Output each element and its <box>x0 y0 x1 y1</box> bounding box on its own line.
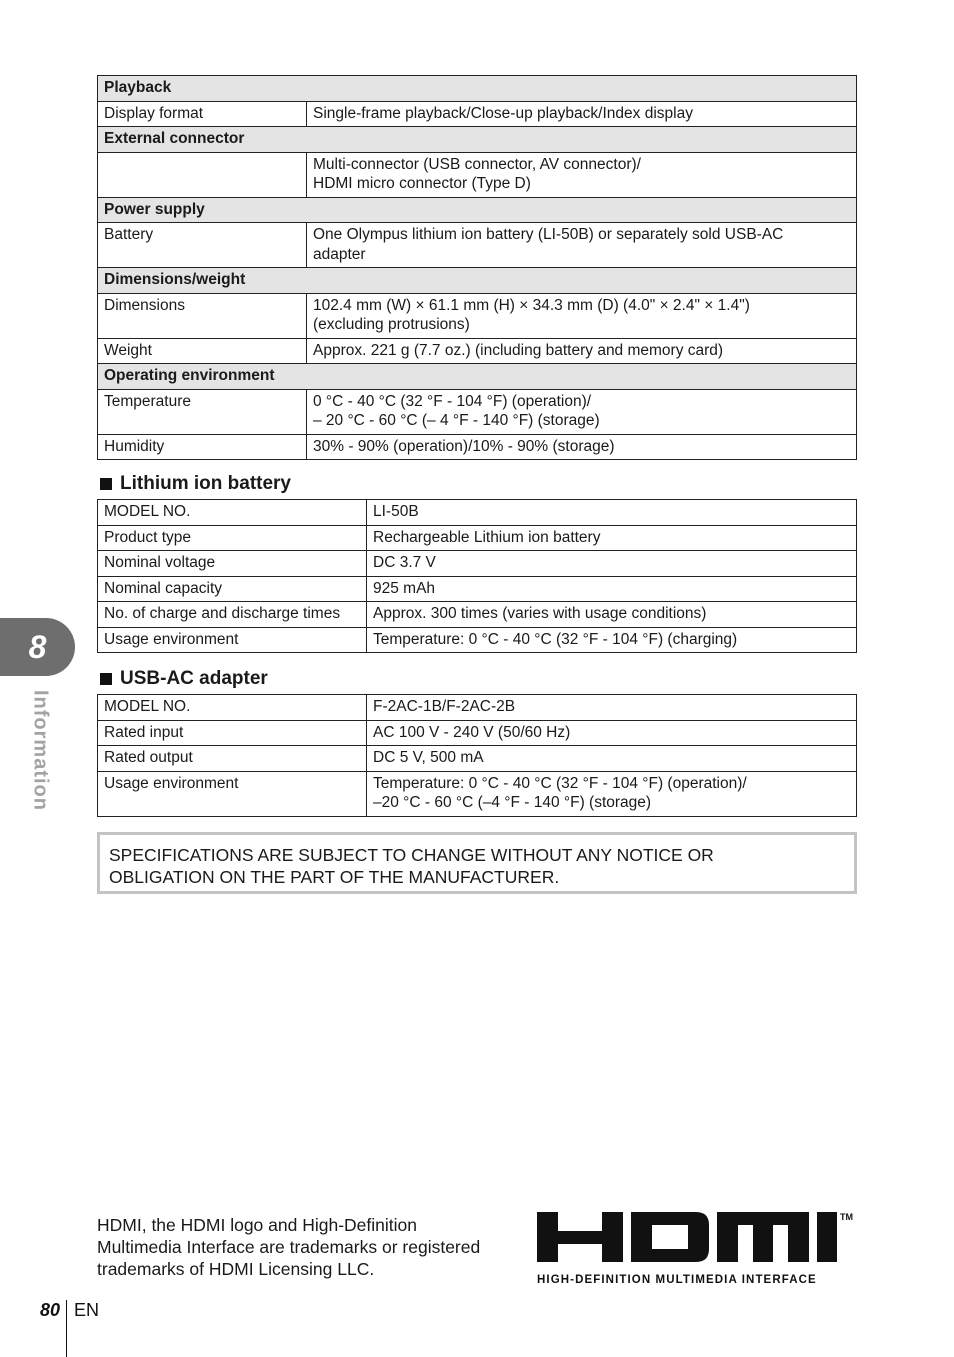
row-value: AC 100 V - 240 V (50/60 Hz) <box>367 720 857 746</box>
section-title-playback: Playback <box>98 76 857 102</box>
table-row <box>98 551 857 577</box>
chapter-label: Information <box>29 690 52 811</box>
table-row <box>98 101 857 127</box>
table-row <box>98 293 857 338</box>
row-label: Rated input <box>98 720 367 746</box>
table-row <box>98 338 857 364</box>
battery-table <box>97 499 857 653</box>
row-label: Battery <box>98 223 307 268</box>
table-row <box>98 771 857 816</box>
square-bullet-icon <box>100 673 112 685</box>
row-label: Nominal voltage <box>98 551 367 577</box>
table-row <box>98 500 857 526</box>
adapter-heading <box>100 668 268 690</box>
table-row <box>98 720 857 746</box>
trademark-symbol: TM <box>840 1212 853 1222</box>
row-label <box>98 152 307 197</box>
table-row <box>98 576 857 602</box>
value-line: HDMI micro connector (Type D) <box>313 175 531 192</box>
section-row <box>98 197 857 223</box>
section-row <box>98 127 857 153</box>
row-value: DC 5 V, 500 mA <box>367 746 857 772</box>
row-label: MODEL NO. <box>98 500 367 526</box>
row-label: Nominal capacity <box>98 576 367 602</box>
row-label: Usage environment <box>98 771 367 816</box>
row-value: Approx. 300 times (varies with usage conditions) <box>367 602 857 628</box>
notice-line: OBLIGATION ON THE PART OF THE MANUFACTURER. <box>109 867 560 887</box>
trademark-line: trademarks of HDMI Licensing LLC. <box>97 1259 375 1279</box>
row-value: F-2AC-1B/F-2AC-2B <box>367 695 857 721</box>
battery-heading <box>100 473 291 495</box>
row-value <box>307 152 857 197</box>
row-value: LI-50B <box>367 500 857 526</box>
value-line: One Olympus lithium ion battery (LI-50B) or separately sold USB-AC <box>313 226 784 243</box>
section-row <box>98 364 857 390</box>
table-row <box>98 627 857 653</box>
row-label: Humidity <box>98 434 307 460</box>
value-line: adapter <box>313 245 366 263</box>
page-number: 80 <box>40 1300 61 1320</box>
adapter-heading-text: USB-AC adapter <box>120 668 268 689</box>
chapter-number: 8 <box>28 629 47 665</box>
row-label: Weight <box>98 338 307 364</box>
value-line: Temperature: 0 °C - 40 °C (32 °F - 104 °F) (operation)/ <box>373 774 747 792</box>
row-value <box>307 389 857 434</box>
row-label: No. of charge and discharge times <box>98 602 367 628</box>
section-title-dimensions-weight: Dimensions/weight <box>98 268 857 294</box>
trademark-line: Multimedia Interface are trademarks or registered <box>97 1237 481 1257</box>
hdmi-logo-caption: HIGH-DEFINITION MULTIMEDIA INTERFACE <box>537 1274 817 1286</box>
section-title-power-supply: Power supply <box>98 197 857 223</box>
specifications-table <box>97 75 857 460</box>
row-label: Product type <box>98 525 367 551</box>
row-label: Display format <box>98 101 307 127</box>
row-label: Dimensions <box>98 293 307 338</box>
section-title-operating-environment: Operating environment <box>98 364 857 390</box>
section-row <box>98 76 857 102</box>
trademark-line: HDMI, the HDMI logo and High-Definition <box>97 1215 417 1235</box>
table-row <box>98 223 857 268</box>
row-label: MODEL NO. <box>98 695 367 721</box>
value-line: 0 °C - 40 °C (32 °F - 104 °F) (operation)/ <box>313 392 592 410</box>
table-row <box>98 602 857 628</box>
row-label: Usage environment <box>98 627 367 653</box>
value-line: Multi-connector (USB connector, AV connector)/ <box>313 155 641 173</box>
language-code: EN <box>74 1300 100 1320</box>
specifications-notice <box>97 832 857 894</box>
trademark-notice <box>97 1214 517 1280</box>
section-row <box>98 268 857 294</box>
row-value: Rechargeable Lithium ion battery <box>367 525 857 551</box>
row-label: Temperature <box>98 389 307 434</box>
adapter-table <box>97 694 857 817</box>
table-row <box>98 525 857 551</box>
row-value <box>367 771 857 816</box>
value-line: –20 °C - 60 °C (–4 °F - 140 °F) (storage) <box>373 794 652 811</box>
square-bullet-icon <box>100 478 112 490</box>
row-label: Rated output <box>98 746 367 772</box>
row-value <box>307 223 857 268</box>
section-title-external-connector: External connector <box>98 127 857 153</box>
table-row <box>98 389 857 434</box>
row-value: Single-frame playback/Close-up playback/Index display <box>307 101 857 127</box>
row-value <box>307 293 857 338</box>
footer-divider <box>66 1300 67 1357</box>
table-row <box>98 695 857 721</box>
table-row <box>98 152 857 197</box>
value-line: – 20 °C - 60 °C (– 4 °F - 140 °F) (storage) <box>313 412 600 429</box>
value-line: 102.4 mm (W) × 61.1 mm (H) × 34.3 mm (D) (4.0" × 2.4" × 1.4") <box>313 296 750 314</box>
table-row <box>98 746 857 772</box>
battery-heading-text: Lithium ion battery <box>120 473 291 494</box>
row-value: 925 mAh <box>367 576 857 602</box>
row-value: DC 3.7 V <box>367 551 857 577</box>
row-value: Approx. 221 g (7.7 oz.) (including battery and memory card) <box>307 338 857 364</box>
notice-line: SPECIFICATIONS ARE SUBJECT TO CHANGE WITHOUT ANY NOTICE OR <box>109 845 714 865</box>
row-value: Temperature: 0 °C - 40 °C (32 °F - 104 °F) (charging) <box>367 627 857 653</box>
row-value: 30% - 90% (operation)/10% - 90% (storage) <box>307 434 857 460</box>
table-row <box>98 434 857 460</box>
value-line: (excluding protrusions) <box>313 316 470 333</box>
